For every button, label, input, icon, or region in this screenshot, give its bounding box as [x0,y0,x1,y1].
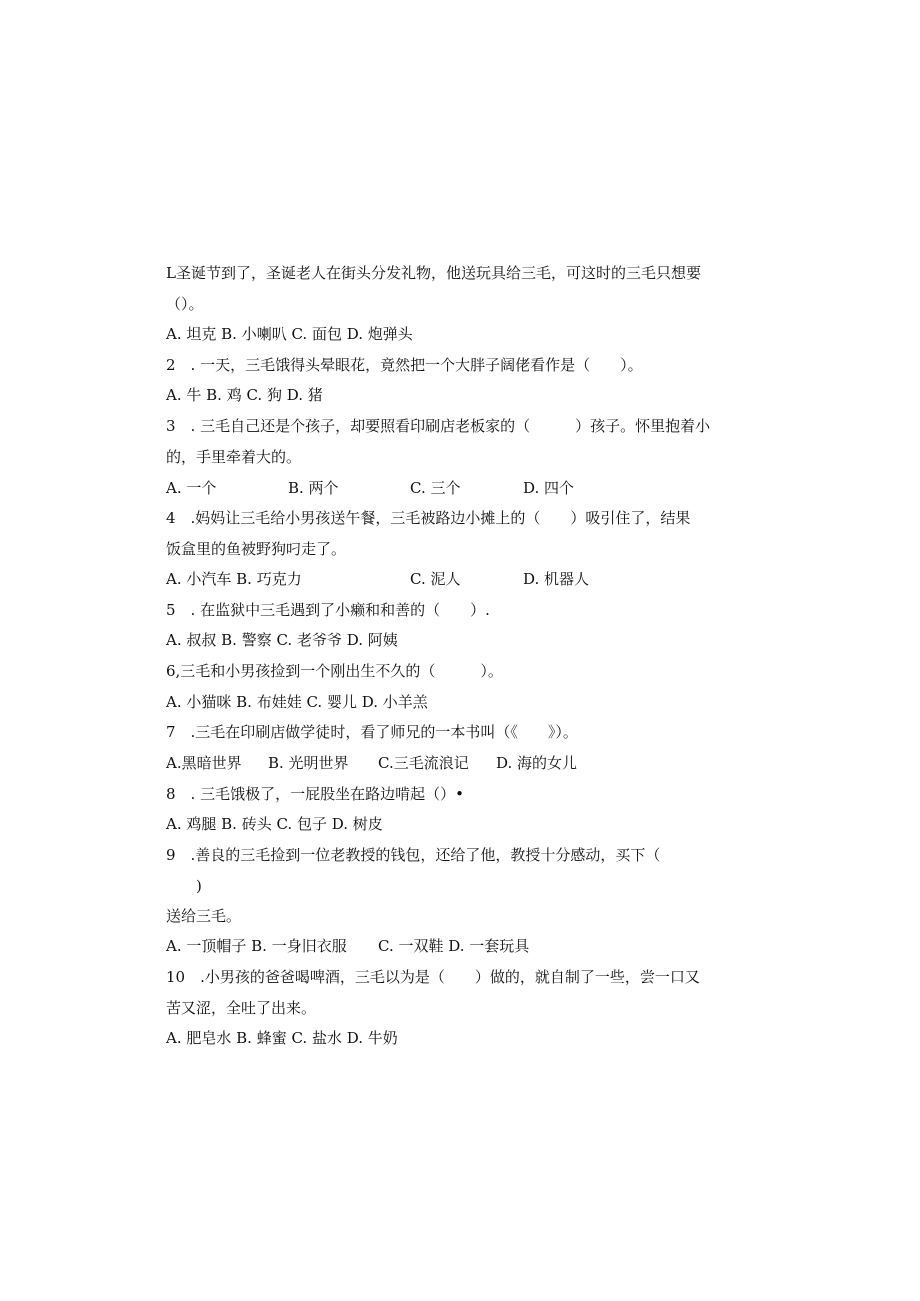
question-2-options: A. 牛 B. 鸡 C. 狗 D. 猪 [166,386,323,404]
question-4-option-c: C. 泥人 [410,570,461,588]
question-3-option-d: D. 四个 [523,479,575,497]
question-7-option-b: B. 光明世界 [268,754,349,772]
question-7-line-1: 7 .三毛在印刷店做学徒时，看了师兄的一本书叫（《 》）。 [166,723,578,741]
question-3-option-b: B. 两个 [288,479,339,497]
question-10-options: A. 肥皂水 B. 蜂蜜 C. 盐水 D. 牛奶 [166,1029,398,1047]
question-3-line-2: 的，手里牵着大的。 [166,448,302,466]
question-8-options: A. 鸡腿 B. 砖头 C. 包子 D. 树皮 [166,815,383,833]
question-7-option-a: A.黑暗世界 [166,754,242,772]
question-4-option-d: D. 机器人 [523,570,590,588]
question-6-line-1: 6,三毛和小男孩捡到一个刚出生不久的（ ）。 [166,662,503,680]
question-4-option-ab: A. 小汽车 B. 巧克力 [166,570,302,588]
question-5-options: A. 叔叔 B. 警察 C. 老爷爷 D. 阿姨 [166,631,398,649]
question-4-line-1: 4 .妈妈让三毛给小男孩送午餐，三毛被路边小摊上的（ ）吸引住了，结果 [166,509,691,527]
question-9-option-ab: A. 一顶帽子 B. 一身旧衣服 [166,937,347,955]
question-9-line-3: 送给三毛。 [166,907,242,925]
question-7-option-c: C.三毛流浪记 [378,754,469,772]
question-2-line-1: 2 . 一天，三毛饿得头晕眼花，竟然把一个大胖子阔佬看作是（ ）。 [166,356,643,374]
question-10-line-2: 苦又涩，全吐了出来。 [166,999,317,1017]
question-3-option-c: C. 三个 [410,479,461,497]
question-1-line-1: L圣诞节到了，圣诞老人在街头分发礼物，他送玩具给三毛，可这时的三毛只想要 [166,264,701,282]
question-6-options: A. 小猫咪 B. 布娃娃 C. 婴儿 D. 小羊羔 [166,693,428,711]
question-8-line-1: 8 . 三毛饿极了，一屁股坐在路边啃起（）• [166,785,464,803]
question-7-option-d: D. 海的女儿 [496,754,578,772]
question-9-line-1: 9 .善良的三毛捡到一位老教授的钱包，还给了他，教授十分感动，买下（ [166,846,661,864]
question-9-option-cd: C. 一双鞋 D. 一套玩具 [378,937,530,955]
question-1-line-2: （）。 [166,295,204,313]
question-3-line-1: 3 . 三毛自己还是个孩子，却要照看印刷店老板家的（ ）孩子。怀里抱着小 [166,417,711,435]
question-5-line-1: 5 . 在监狱中三毛遇到了小癞和和善的（ ）. [166,601,490,619]
question-4-line-2: 饭盒里的鱼被野狗叼走了。 [166,540,347,558]
question-9-line-2: ) [166,877,202,895]
question-1-options: A. 坦克 B. 小喇叭 C. 面包 D. 炮弹头 [166,325,413,343]
question-10-line-1: 10 .小男孩的爸爸喝啤酒，三毛以为是（ ）做的，就自制了一些，尝一口又 [166,968,700,986]
question-3-option-a: A. 一个 [166,479,217,497]
